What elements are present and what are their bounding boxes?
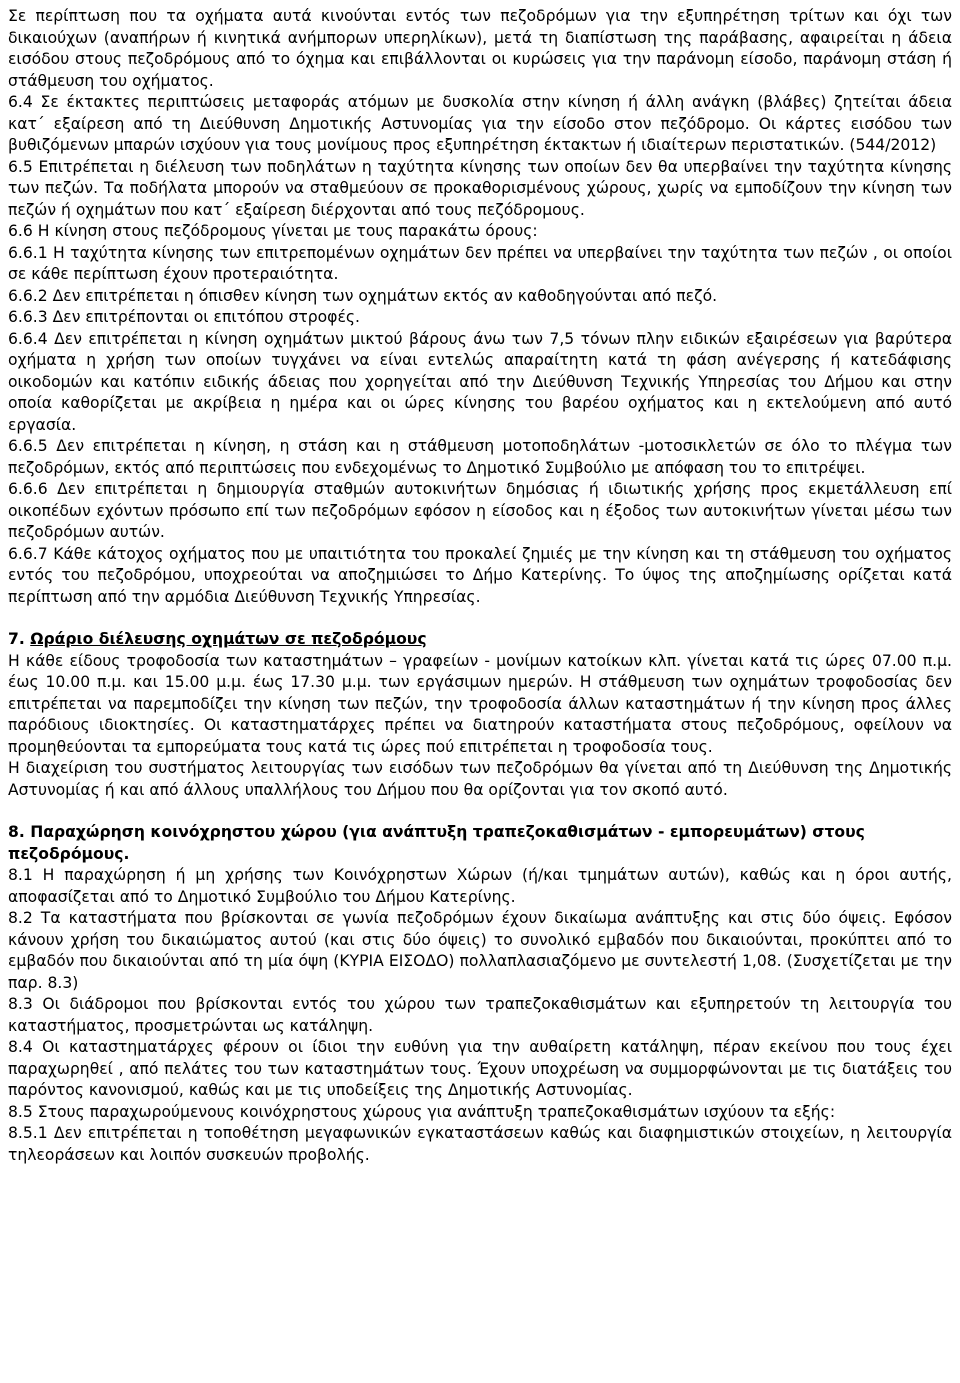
paragraph: 6.6 Η κίνηση στους πεζόδρομους γίνεται με τους παρακάτω όρους: bbox=[8, 222, 538, 240]
paragraph: 8.4 Οι καταστηματάρχες φέρουν οι ίδιοι την ευθύνη για την αυθαίρετη κατάληψη, πέραν εκείνου που τους έχει παραχωρηθεί , από πελάτες του των καταστημάτων τους. Έχουν υποχρέωση να συμμορφώνονται με τις διατάξεις του παρόντος κανονισμού, καθώς και με τις υποδείξεις της Δημοτικής Αστυνομίας. bbox=[8, 1038, 952, 1099]
paragraph: 6.6.4 Δεν επιτρέπεται η κίνηση οχημάτων μικτού βάρους άνω των 7,5 τόνων πλην ειδικών εξαιρέσεων για βαρύτερα οχήματα η χρήση των οποίων τυγχάνει να είναι εντελώς απαραίτητη κατά τη φάση ανέγερσης ή κατεδάφισης οικοδομών και κατόπιν ειδικής άδειας που χορηγείται από την Διεύθυνση Τεχνικής Υπηρεσίας του Δήμου και στην οποία καθορίζεται με ακρίβεια η ημέρα και οι ώρες κίνησης του βαρέου οχήματος και η εκτελούμενη από αυτό εργασία. bbox=[8, 329, 952, 434]
paragraph: Η κάθε είδους τροφοδοσία των καταστημάτων – γραφείων - μονίμων κατοίκων κλπ. γίνεται κατά τις ώρες 07.00 π.μ. έως 10.00 π.μ. και 15.00 μ.μ. έως 17.30 μ.μ. των εργάσιμων ημερών. Η στάθμευση των οχημάτων τροφοδοσίας δεν επιτρέπεται να παρεμποδίζει την κίνηση των πεζών, την τροφοδοσία άλλων καταστημάτων ή την κίνηση προς άλλες παρόδιους ιδιοκτησίες. Οι καταστηματάρχες πρέπει να διατηρούν καταστήματα στους πεζοδρόμους, οφείλουν να προμηθεύονται τα εμπορεύματα τους κατά τις ώρες πού επιτρέπεται η τροφοδοσία τους. bbox=[8, 651, 952, 756]
paragraph: 8.5 Στους παραχωρούμενους κοινόχρηστους χώρους για ανάπτυξη τραπεζοκαθισμάτων ισχύουν τα εξής: bbox=[8, 1102, 836, 1121]
paragraph: 8.1 Η παραχώρηση ή μη χρήσης των Κοινόχρηστων Χώρων (ή/και τμημάτων αυτών), καθώς και η όροι αυτής, αποφασίζεται από το Δημοτικό Συμβούλιο του Δήμου Κατερίνης. bbox=[8, 866, 952, 906]
section-title: Ωράριο διέλευσης οχημάτων σε πεζοδρόμους bbox=[30, 630, 427, 648]
paragraph: 8.2 Τα καταστήματα που βρίσκονται σε γωνία πεζοδρόμων έχουν δικαίωμα ανάπτυξης και στις δύο όψεις. Εφόσον κάνουν χρήση του δικαιώματος αυτού (και στις δύο όψεις) το συνολικό εμβαδόν που δικαιούνται, προκύπτει από το εμβαδόν που δικαιούνται από τη μία όψη (ΚΥΡΙΑ ΕΙΣΟΔΟ) πολλαπλασιαζόμενο με συντελεστή 1,08. (Συσχετίζεται με την παρ. 8.3) bbox=[8, 909, 952, 992]
paragraph: Η διαχείριση του συστήματος λειτουργίας των εισόδων των πεζοδρόμων θα γίνεται από τη Διεύθυνση της Δημοτικής Αστυνομίας ή και από άλλους υπαλλήλους του Δήμου που θα ορίζονται για τον σκοπό αυτό. bbox=[8, 759, 952, 799]
paragraph: Σε περίπτωση που τα οχήματα αυτά κινούνται εντός των πεζοδρόμων για την εξυπηρέτηση τρίτων και όχι των δικαιούχων (αναπήρων ή κινητικά ανήμπορων υπερηλίκων), μετά τη διαπίστωση της παράβασης, αφαιρείται η άδεια εισόδου στους πεζοδρόμους από το όχημα και επιβάλλονται οι κυρώσεις για την παράνομη είσοδο, παράνομη στάση ή στάθμευση του οχήματος. bbox=[8, 7, 952, 90]
paragraph: 6.5 Επιτρέπεται η διέλευση των ποδηλάτων η ταχύτητα κίνησης των οποίων δεν θα υπερβαίνει την ταχύτητα κίνησης των πεζών. Τα ποδήλατα μπορούν να σταθμεύουν σε προκαθορισμένους χώρους, χωρίς να εμποδίζουν την κίνηση των πεζών ή οχημάτων που κατ΄ εξαίρεση διέρχονται από τους πεζόδρομους. bbox=[8, 157, 952, 219]
paragraph: 6.6.5 Δεν επιτρέπεται η κίνηση, η στάση και η στάθμευση μοτοποδηλάτων -μοτοσικλετών σε όλο το πλέγμα των πεζοδρόμων, εκτός από περιπτώσεις που ενδεχομένως το Δημοτικό Συμβούλιο με απόφαση του το επιτρέψει. bbox=[8, 437, 952, 477]
section-7-heading bbox=[8, 629, 952, 651]
section-number: 7. bbox=[8, 630, 25, 648]
paragraph: 6.4 Σε έκτακτες περιπτώσεις μεταφοράς ατόμων με δυσκολία στην κίνηση ή άλλη ανάγκη (βλάβες) ζητείται άδεια κατ΄ εξαίρεση από τη Διεύθυνση Δημοτικής Αστυνομίας για την είσοδο στον πεζόδρομο. Οι κάρτες εισόδου των βυθιζόμενων μπαρών ισχύουν για τους μονίμους προς εξυπηρέτηση έκτακτων ή ιδιαίτερων περιστατικών. (544/2012) bbox=[8, 93, 952, 154]
document-body bbox=[8, 6, 952, 1166]
paragraph: 6.6.1 Η ταχύτητα κίνησης των επιτρεπομένων οχημάτων δεν πρέπει να υπερβαίνει την ταχύτητα των πεζών , οι οποίοι σε κάθε περίπτωση έχουν προτεραιότητα. bbox=[8, 243, 952, 283]
paragraph: 6.6.3 Δεν επιτρέπονται οι επιτόπου στροφές. bbox=[8, 308, 360, 326]
paragraph: 8.3 Οι διάδρομοι που βρίσκονται εντός του χώρου των τραπεζοκαθισμάτων και εξυπηρετούν τη λειτουργία του καταστήματος, προσμετρώνται ως κατάληψη. bbox=[8, 995, 952, 1035]
paragraph: 6.6.2 Δεν επιτρέπεται η όπισθεν κίνηση των οχημάτων εκτός αν καθοδηγούνται από πεζό. bbox=[8, 286, 718, 305]
paragraph: 6.6.7 Κάθε κάτοχος οχήματος που με υπαιτιότητα του προκαλεί ζημιές με την κίνηση και τη στάθμευση του οχήματος εντός του πεζοδρόμου, υποχρεούται να αποζημιώσει το Δήμο Κατερίνης. Το ύψος της αποζημίωσης ορίζεται κατά περίπτωση από την αρμόδια Διεύθυνση Τεχνικής Υπηρεσίας. bbox=[8, 544, 952, 606]
paragraph: 8.5.1 Δεν επιτρέπεται η τοποθέτηση μεγαφωνικών εγκαταστάσεων καθώς και διαφημιστικών στοιχείων, η λειτουργία τηλεοράσεων και λοιπόν συσκευών προβολής. bbox=[8, 1124, 952, 1164]
section-title: Παραχώρηση κοινόχρηστου χώρου (για ανάπτυξη τραπεζοκαθισμάτων - εμπορευμάτων) στους πεζοδρόμους. bbox=[8, 823, 865, 863]
section-8-heading bbox=[8, 822, 952, 865]
section-number: 8. bbox=[8, 823, 25, 841]
paragraph: 6.6.6 Δεν επιτρέπεται η δημιουργία σταθμών αυτοκινήτων δημόσιας ή ιδιωτικής χρήσης προς εκμετάλλευση επί οικοπέδων εχόντων πρόσωπο επί των πεζοδρόμων εφόσον η είσοδος και η έξοδος των αυτοκινήτων γίνεται μέσω των πεζοδρόμων αυτών. bbox=[8, 480, 952, 541]
